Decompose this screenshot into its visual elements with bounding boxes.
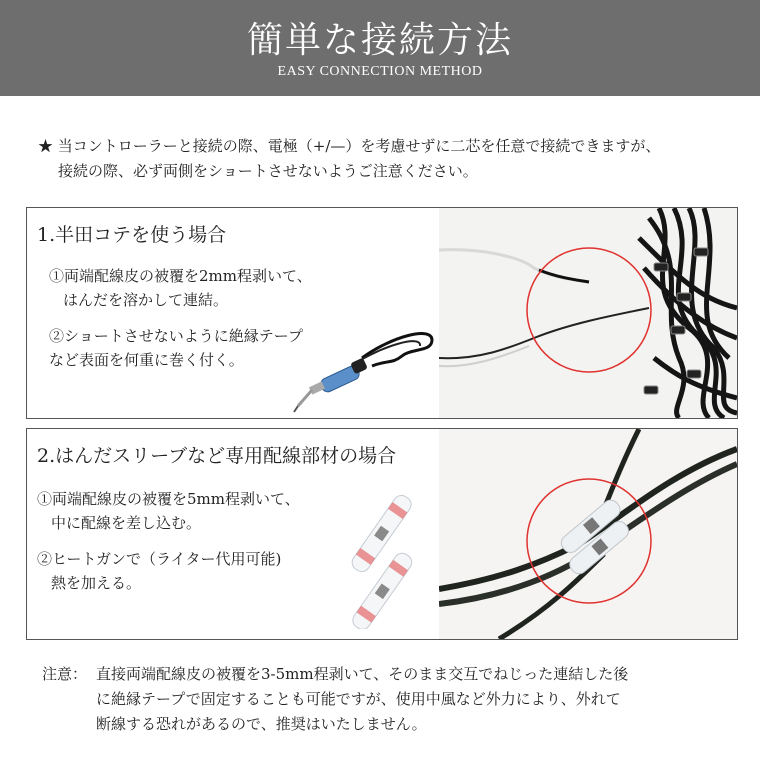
caution-label: 注意： [42, 665, 88, 683]
section-1-step-1-line-1: ①両端配線皮の被覆を2mm程剥いて、 [49, 267, 312, 285]
caution-line-1: 直接両端配線皮の被覆を3-5mm程剥いて、そのまま交互でねじった連結した後 [96, 665, 629, 683]
page-title: 簡単な接続方法 [246, 20, 513, 61]
section-1-step-2 [49, 324, 303, 372]
section-2-step-1-line-1: ①両端配線皮の被覆を5mm程剥いて、 [37, 490, 300, 508]
solder-sleeve-icon [329, 489, 429, 629]
section-1-step-2-line-1: ②ショートさせないように絶縁テープ [49, 327, 303, 345]
intro-line-1: ★ 当コントローラーと接続の際、電極（+/—）を考慮せずに二芯を任意で接続できますが、 [38, 137, 661, 155]
caution-line-2: に絶縁テープで固定することも可能ですが、使用中風など外力により、外れて [96, 690, 621, 708]
soldering-iron-icon [292, 326, 442, 416]
section-2-step-1 [37, 487, 300, 535]
section-solder-sleeve [26, 428, 738, 640]
caution-line-3: 断線する恐れがあるので、推奨はいたしません。 [96, 715, 427, 733]
section-2-step-2 [37, 547, 281, 595]
section-soldering-iron [26, 207, 738, 419]
section-2-title: 2.はんだスリーブなど専用配線部材の場合 [37, 445, 397, 467]
section-1-photo [439, 208, 737, 418]
section-2-step-2-line-1: ②ヒートガンで（ライター代用可能) [37, 550, 282, 568]
header-banner [0, 0, 760, 96]
page-subtitle: EASY CONNECTION METHOD [277, 64, 483, 79]
section-1-step-1-line-2: はんだを溶かして連結。 [63, 291, 229, 309]
section-2-step-2-line-2: 熱を加える。 [51, 574, 142, 592]
section-2-step-1-line-2: 中に配線を差し込む。 [51, 514, 202, 532]
section-1-title: 1.半田コテを使う場合 [37, 224, 227, 246]
section-1-step-1 [49, 264, 312, 312]
section-1-step-2-line-2: など表面を何重に巻く付く。 [49, 351, 244, 369]
intro-note [38, 134, 738, 184]
intro-line-2: 接続の際、必ず両側をショートさせないようご注意ください。 [58, 162, 478, 180]
section-2-photo [439, 429, 737, 639]
